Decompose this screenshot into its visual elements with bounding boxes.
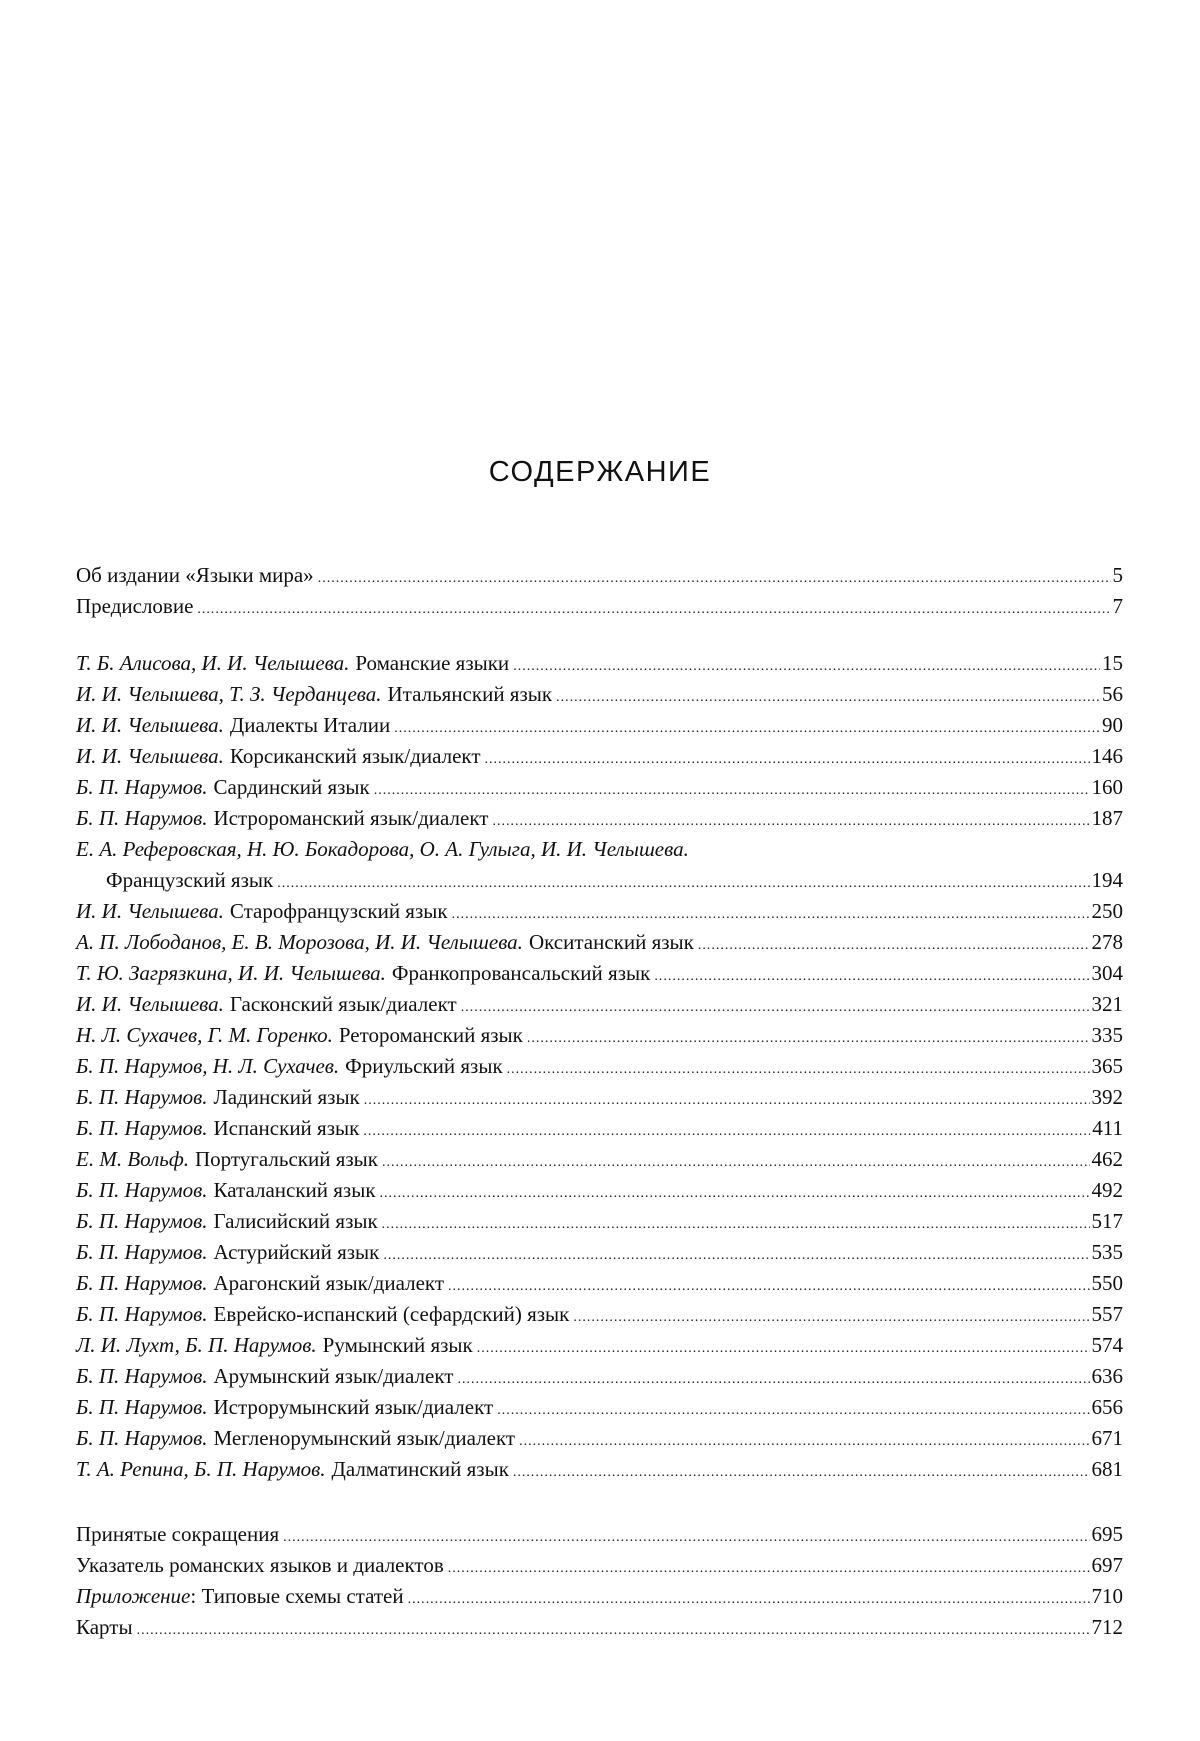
dot-leader — [197, 591, 1110, 625]
dot-leader — [573, 1299, 1089, 1333]
toc-entry[interactable] — [76, 1020, 1123, 1051]
entry-authors: Б. П. Нарумов. — [76, 1085, 208, 1109]
toc-entry[interactable] — [76, 1423, 1123, 1454]
entry-page-number: 681 — [1091, 1457, 1123, 1481]
toc-entry[interactable] — [76, 1581, 1123, 1612]
toc-entry[interactable] — [76, 1113, 1123, 1144]
entry-authors: Е. А. Реферовская, Н. Ю. Бокадорова, О. А. Гулыга, И. И. Челышева. — [76, 837, 689, 861]
entry-page-number: 278 — [1091, 930, 1123, 954]
entry-title: Об издании «Языки мира» — [76, 563, 314, 587]
toc-entry[interactable] — [76, 679, 1123, 710]
entry-title: Итальянский язык — [387, 682, 553, 706]
entry-page-number: 574 — [1091, 1333, 1123, 1357]
page-title: СОДЕРЖАНИЕ — [488, 456, 712, 488]
entry-authors: Б. П. Нарумов. — [76, 1302, 208, 1326]
toc-entry[interactable] — [76, 1361, 1123, 1392]
entry-page-number: 194 — [1091, 868, 1123, 892]
toc-entry[interactable] — [76, 1206, 1123, 1237]
entry-title: Диалекты Италии — [229, 713, 391, 737]
dot-leader — [527, 1020, 1090, 1054]
toc-entry-authors-line[interactable] — [76, 834, 1123, 865]
toc-entry[interactable] — [76, 1392, 1123, 1423]
dot-leader — [448, 1550, 1090, 1584]
entry-title: Португальский язык — [195, 1147, 378, 1171]
entry-title: Франкопровансальский язык — [391, 961, 651, 985]
entry-page-number: 250 — [1091, 899, 1123, 923]
dot-leader — [485, 741, 1090, 775]
entry-prefix: Приложение — [76, 1584, 191, 1608]
dot-leader — [277, 865, 1089, 899]
entry-authors: Б. П. Нарумов. — [76, 1240, 208, 1264]
toc-entry[interactable] — [76, 710, 1123, 741]
dot-leader — [283, 1519, 1089, 1553]
entry-authors: Б. П. Нарумов. — [76, 1395, 208, 1419]
toc-entry[interactable] — [76, 1550, 1123, 1581]
dot-leader — [492, 803, 1089, 837]
entry-page-number: 557 — [1091, 1302, 1123, 1326]
toc-entry[interactable] — [76, 896, 1123, 927]
dot-leader — [364, 1082, 1090, 1116]
entry-authors: Б. П. Нарумов. — [76, 1271, 208, 1295]
entry-page-number: 712 — [1091, 1615, 1123, 1639]
entry-title: Гасконский язык/диалект — [229, 992, 457, 1016]
entry-title: Далматинский язык — [331, 1457, 509, 1481]
entry-title: Карты — [76, 1615, 133, 1639]
entry-page-number: 7 — [1112, 594, 1123, 618]
entry-authors: Б. П. Нарумов. — [76, 806, 208, 830]
toc-entry[interactable] — [76, 1299, 1123, 1330]
entry-title: Фриульский язык — [345, 1054, 503, 1078]
entry-page-number: 411 — [1092, 1116, 1123, 1140]
entry-title: Еврейско-испанский (сефардский) язык — [213, 1302, 570, 1326]
entry-title: : Типовые схемы статей — [190, 1584, 404, 1608]
entry-title: Румынский язык — [322, 1333, 473, 1357]
entry-authors: Е. М. Вольф. — [76, 1147, 189, 1171]
entry-authors: Т. Б. Алисова, И. И. Челышева. — [76, 651, 350, 675]
entry-title: Астурийский язык — [213, 1240, 380, 1264]
entry-page-number: 671 — [1091, 1426, 1123, 1450]
entry-page-number: 710 — [1091, 1584, 1123, 1608]
entry-page-number: 321 — [1091, 992, 1123, 1016]
entry-title: Принятые сокращения — [76, 1522, 280, 1546]
entry-page-number: 146 — [1091, 744, 1123, 768]
dot-leader — [394, 710, 1100, 744]
entry-page-number: 90 — [1102, 713, 1123, 737]
entry-authors: А. П. Лободанов, Е. В. Морозова, И. И. Челышева. — [76, 930, 523, 954]
dot-leader — [374, 772, 1090, 806]
entry-page-number: 187 — [1091, 806, 1123, 830]
dot-leader — [382, 1144, 1090, 1178]
entry-page-number: 365 — [1091, 1054, 1123, 1078]
entry-title: Ладинский язык — [213, 1085, 360, 1109]
entry-authors: Л. И. Лухт, Б. П. Нарумов. — [76, 1333, 317, 1357]
toc-front-matter — [76, 560, 1123, 622]
entry-page-number: 517 — [1091, 1209, 1123, 1233]
dot-leader — [507, 1051, 1090, 1085]
entry-page-number: 5 — [1112, 563, 1123, 587]
toc-entry[interactable] — [76, 1237, 1123, 1268]
toc-entry[interactable] — [76, 803, 1123, 834]
entry-page-number: 462 — [1091, 1147, 1123, 1171]
entry-page-number: 695 — [1091, 1522, 1123, 1546]
toc-entry[interactable] — [76, 958, 1123, 989]
entry-title: Мегленорумынский язык/диалект — [213, 1426, 516, 1450]
toc-entry[interactable] — [76, 1082, 1123, 1113]
entry-title: Сардинский язык — [213, 775, 370, 799]
toc-chapters — [76, 648, 1123, 1485]
toc-entry[interactable] — [76, 1330, 1123, 1361]
entry-title: Каталанский язык — [213, 1178, 376, 1202]
entry-authors: Т. Ю. Загрязкина, И. И. Челышева. — [76, 961, 386, 985]
entry-title: Старофранцузский язык — [229, 899, 448, 923]
toc-entry[interactable] — [76, 1268, 1123, 1299]
entry-page-number: 56 — [1102, 682, 1123, 706]
entry-authors: Б. П. Нарумов. — [76, 1116, 208, 1140]
entry-title: Предисловие — [76, 594, 194, 618]
toc-entry[interactable] — [76, 1144, 1123, 1175]
entry-page-number: 550 — [1091, 1271, 1123, 1295]
entry-title: Истророманский язык/диалект — [213, 806, 489, 830]
entry-title: Французский язык — [106, 868, 274, 892]
entry-page-number: 636 — [1091, 1364, 1123, 1388]
toc-back-matter — [76, 1519, 1123, 1643]
dot-leader — [408, 1581, 1090, 1615]
entry-authors: И. И. Челышева. — [76, 899, 224, 923]
dot-leader — [519, 1423, 1089, 1457]
dot-leader — [457, 1361, 1089, 1395]
dot-leader — [477, 1330, 1090, 1364]
toc-entry[interactable] — [76, 1175, 1123, 1206]
entry-authors: Б. П. Нарумов, Н. Л. Сухачев. — [76, 1054, 340, 1078]
dot-leader — [363, 1113, 1090, 1147]
dot-leader — [448, 1268, 1089, 1302]
toc-entry[interactable] — [76, 648, 1123, 679]
toc-entry[interactable] — [76, 591, 1123, 622]
entry-authors: Б. П. Нарумов. — [76, 1209, 208, 1233]
dot-leader — [452, 896, 1090, 930]
entry-page-number: 535 — [1091, 1240, 1123, 1264]
dot-leader — [137, 1612, 1090, 1646]
dot-leader — [382, 1206, 1090, 1240]
entry-page-number: 656 — [1091, 1395, 1123, 1419]
entry-page-number: 697 — [1091, 1553, 1123, 1577]
dot-leader — [497, 1392, 1089, 1426]
entry-authors: Б. П. Нарумов. — [76, 1178, 208, 1202]
entry-authors: И. И. Челышева. — [76, 992, 224, 1016]
entry-authors: Б. П. Нарумов. — [76, 775, 208, 799]
entry-authors: И. И. Челышева. — [76, 744, 224, 768]
toc-entry[interactable] — [76, 989, 1123, 1020]
dot-leader — [513, 1454, 1090, 1488]
entry-title: Галисийский язык — [213, 1209, 378, 1233]
dot-leader — [461, 989, 1090, 1023]
dot-leader — [556, 679, 1100, 713]
toc-entry[interactable] — [76, 927, 1123, 958]
entry-title: Арумынский язык/диалект — [213, 1364, 454, 1388]
toc-entry[interactable] — [76, 560, 1123, 591]
entry-title: Арагонский язык/диалект — [213, 1271, 445, 1295]
entry-title: Ретороманский язык — [338, 1023, 523, 1047]
entry-page-number: 15 — [1102, 651, 1123, 675]
entry-authors: Б. П. Нарумов. — [76, 1364, 208, 1388]
entry-title: Окситанский язык — [528, 930, 694, 954]
entry-authors: Б. П. Нарумов. — [76, 1426, 208, 1450]
entry-title: Истрорумынский язык/диалект — [213, 1395, 494, 1419]
entry-page-number: 335 — [1091, 1023, 1123, 1047]
dot-leader — [380, 1175, 1090, 1209]
toc-entry[interactable] — [76, 772, 1123, 803]
dot-leader — [654, 958, 1089, 992]
dot-leader — [513, 648, 1100, 682]
entry-authors: Т. А. Репина, Б. П. Нарумов. — [76, 1457, 326, 1481]
toc-entry[interactable] — [76, 1051, 1123, 1082]
dot-leader — [383, 1237, 1089, 1271]
entry-page-number: 492 — [1091, 1178, 1123, 1202]
toc-entry[interactable] — [76, 1612, 1123, 1643]
entry-authors: И. И. Челышева. — [76, 713, 224, 737]
entry-title: Испанский язык — [213, 1116, 360, 1140]
entry-title: Корсиканский язык/диалект — [229, 744, 481, 768]
toc-entry-title-line[interactable] — [76, 865, 1123, 896]
entry-authors: И. И. Челышева, Т. З. Черданцева. — [76, 682, 382, 706]
entry-page-number: 160 — [1091, 775, 1123, 799]
entry-authors: Н. Л. Сухачев, Г. М. Горенко. — [76, 1023, 333, 1047]
dot-leader — [318, 560, 1111, 594]
dot-leader — [698, 927, 1090, 961]
entry-page-number: 392 — [1091, 1085, 1123, 1109]
toc-entry[interactable] — [76, 1454, 1123, 1485]
entry-page-number: 304 — [1091, 961, 1123, 985]
entry-title: Романские языки — [355, 651, 510, 675]
entry-title: Указатель романских языков и диалектов — [76, 1553, 444, 1577]
toc-entry[interactable] — [76, 1519, 1123, 1550]
toc-entry[interactable] — [76, 741, 1123, 772]
